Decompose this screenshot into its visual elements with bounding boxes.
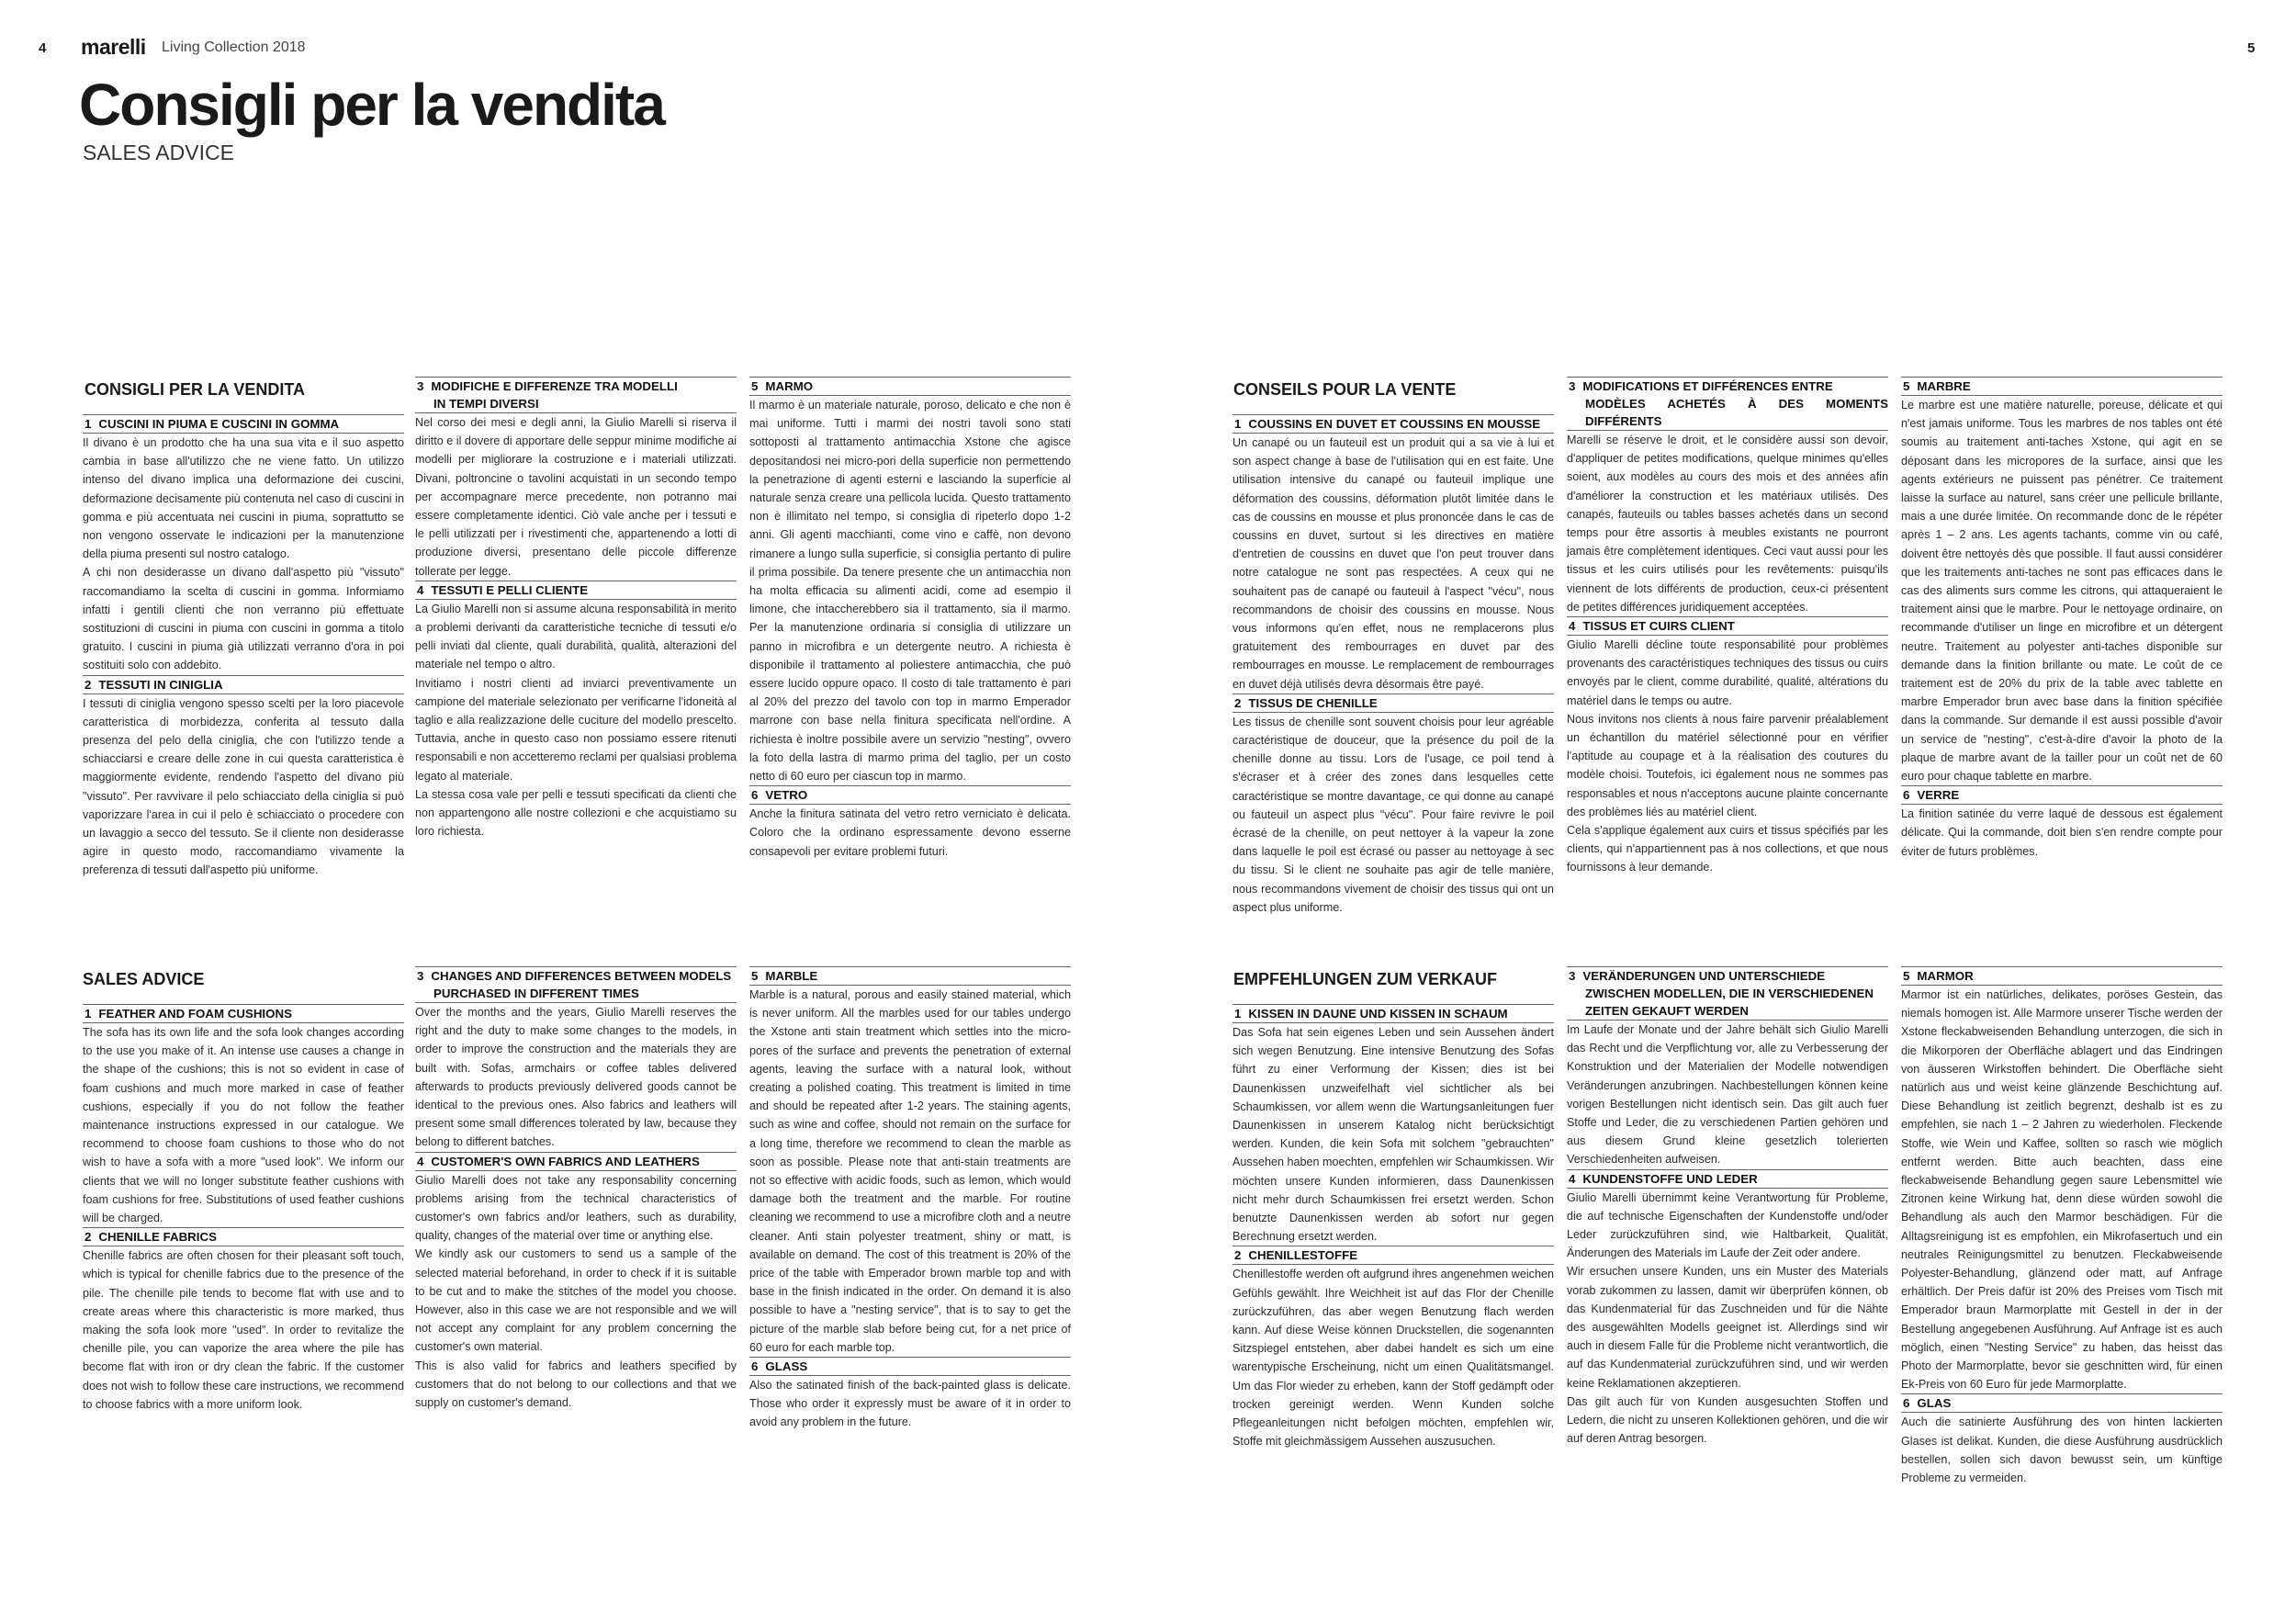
it-paragraph: Invitiamo i nostri clienti ad inviarci preventivamente un campione del materiale selezionato per verificarne l'idoneità al taglio e alla realizzazione delle cuciture del modello prescelto. Tuttavia, anche in questo caso non possiamo essere ritenuti responsabili e non accetteremo reclami per qualsiasi problema legato al materiale. — [415, 676, 737, 783]
it-paragraph: La stessa cosa vale per pelli e tessuti specificati da clienti che non appartengono alle nostre collezioni e che acquistiamo su loro richiesta. — [415, 787, 737, 839]
de-heading-4: 4 KUNDENSTOFFE UND LEDER — [1567, 1169, 1888, 1189]
it-column-2 — [415, 377, 737, 840]
section-title-de: EMPFEHLUNGEN ZUM VERKAUF — [1233, 970, 1497, 988]
fr-paragraph: Le marbre est une matière naturelle, poreuse, délicate et qui n'est jamais uniforme. Tous les marbres de nos tables ont été soumis au traitement anti-taches Xstone, qui agit en se déposant dans les micropores de la surface, ainsi que les agents extérieurs ne puissent pas pénétrer. Ce traitement laisse la surface au naturel, sans créer une pellicule brillante, mais a une durée limitée. On recommande donc de le répéter après 1 – 2 ans. Les agents tachants, comme vin ou café, doivent être nettoyés dès que possible. Il faut aussi considérer que les traitements anti-taches ne sont pas efficaces dans le cas des aliments surs comme les citrons, qui attaqueraient le traitement ainsi que le marbre. Pour le nettoyage ordinaire, on recommande d'utiliser un linge en microfibre et un détergent neutre. Traitement au polyester anti-taches disponible sur demande dans la finition brillante ou mate. Le coût de ce traitement est de 20% du prix de la table avec tablette en marbre Emperador brun avec base dans la finition spécifiée dans la commande. Sur demande il est aussi possible d'avoir un service de "nesting", c'est-à-dire d'avoir la photo de la plaque de marbre avant de la tailler pour un coût net de 60 euro pour chaque tablette en marbre. — [1901, 399, 2223, 784]
it-paragraph: Il marmo è un materiale naturale, poroso, delicato e che non è mai uniforme. Tutti i marmi dei nostri tavoli sono stati sottoposti al trattamento antimacchia Xstone che agisce depositandosi nei micro-pori della superficie non permettendo la penetrazione di agenti esterni e lasciando la superficie al naturale senza creare una pellicola lucida. Questo trattamento non è illimitato nel tempo, si consiglia di ripeterlo dopo 1-2 anni. Gli agenti macchianti, come vino e caffè, non devono rimanere a lungo sulla superficie, si consiglia pertanto di pulire il prima possibile. Da tenere presente che un antimacchia non ha molta efficacia su alimenti acidi, come ad esempio il limone, che intaccherebbero sia il trattamento, sia il marmo. Per la manutenzione ordinaria si consiglia di utilizzare un panno in microfibra e un detergente neutro. A richiesta è disponibile il trattamento al poliestere antimacchia, che può essere lucido oppure opaco. Il costo di tale trattamento è pari al 20% del prezzo del tavolo con top in marmo Emperador marrone con base nella finitura specificata nell'ordine. A richiesta è inoltre possibile avere un servizio "nesting", ovvero la foto della lastra di marmo prima del taglio, per un costo netto di 60 euro per ciascun top in marmo. — [749, 399, 1071, 784]
de-paragraph: Das gilt auch für von Kunden ausgesuchten Stoffen und Ledern, die nicht zu unseren Kollektionen gehören, und die wir auf deren Antrag besorgen. — [1567, 1394, 1888, 1446]
fr-heading-4: 4 TISSUS ET CUIRS CLIENT — [1567, 616, 1888, 636]
de-heading-5: 5 MARMOR — [1901, 966, 2223, 986]
page-subtitle: SALES ADVICE — [83, 141, 234, 164]
en-paragraph: Chenille fabrics are often chosen for their pleasant soft touch, which is typical for chenille fabrics due to the presence of the pile. The chenille pile tends to become flat with use and to create areas where this characteristic is more marked, thus making the sofa look more "used". In order to revitalize the chenille pile, you can vaporize the area where the pile has become flat with iron or dry clean the fabric. If the customer does not wish to follow these care instructions, we recommend to choose fabrics with a more uniform look. — [83, 1249, 404, 1411]
de-column-2 — [1567, 966, 1888, 1448]
de-heading-2: 2 CHENILLESTOFFE — [1232, 1246, 1554, 1265]
it-paragraph: A chi non desiderasse un divano dall'aspetto più "vissuto" raccomandiamo la scelta di cuscini in gomma. Informiamo infatti i gentili clienti che non verranno più effettuate sostituzioni di cuscini in piuma con cuscini in gomma a titolo gratuito. I cuscini in piuma già utilizzati verranno d'ora in poi sostituiti solo con addebito. — [83, 566, 404, 672]
de-paragraph: Marmor ist ein natürliches, delikates, poröses Gestein, das niemals homogen ist. Alle Marmore unserer Tische werden der Xstone fleckabweisenden Behandlung unterzogen, die sich in die Mikorporen der Oberfläche ablagert und das Eindringen von äusseren Wirkstoffen behindert. Die Oberfläche sieht natürlich aus und weist keine glänzende Beschichtung auf. Diese Behandlung ist zeitlich begrenzt, deshalb ist es zu empfehlen, sie nach 1 – 2 Jahren zu wiederholen. Fleckende Stoffe, wie Wein und Kaffee, sollten so rasch wie möglich entfernt werden. Bitte auch beachten, dass eine fleckabweisende Behandlung gegen saure Lebensmittel wie Zitronen keine Wirkung hat, denn diese würden sowohl die Behandlung als auch den Marmor beschädigen. Für die Alltagsreinigung ist es empfohlen, ein Mikrofasertuch und ein neutrales Reinigungsmittel zu benutzen. Fleckabweisende Polyester-Behandlung, glänzend oder matt, auf Anfrage erhältlich. Der Preis dafür ist 20% des Preises vom Tisch mit Emperador braun Marmorplatte mit Gestell in der in der Bestellung angegebenen Ausführung. Auf Anfrage ist es auch möglich, einen "Nesting Service" zu haben, das heisst das Photo der Marmorplatte, bevor sie geschnitten wird, für einen Ek-Preis von 60 Euro für jede Marmorplatte. — [1901, 988, 2223, 1392]
de-heading-3: 3 VERÄNDERUNGEN UND UNTERSCHIEDE ZWISCHEN MODELLEN, DIE IN VERSCHIEDENEN ZEITEN GEKAUFT WERDEN — [1567, 966, 1888, 1021]
it-heading-6: 6 VETRO — [749, 785, 1071, 805]
fr-heading-2: 2 TISSUS DE CHENILLE — [1232, 694, 1554, 713]
it-paragraph: Anche la finitura satinata del vetro retro verniciato è delicata. Coloro che la ordinano espressamente devono esserne consapevoli per evitare problemi futuri. — [749, 807, 1071, 858]
it-heading-3: 3 MODIFICHE E DIFFERENZE TRA MODELLI IN TEMPI DIVERSI — [415, 377, 737, 413]
it-paragraph: I tessuti di ciniglia vengono spesso scelti per la loro piacevole caratteristica di morbidezza, conferita al tessuto dalla presenza del pelo della ciniglia, che con l'utilizzo tende a schiacciarsi e creare delle zone in cui questa caratteristica è maggiormente evidente, rendendo l'aspetto del divano più "vissuto". Per ravvivare il pelo schiacciato della ciniglia si può vaporizzare l'area in cui il pelo è schiacciato o procedere con un lavaggio a secco del tessuto. Se il cliente non desiderasse agire in questo modo, raccomandiamo vivamente la preferenza di tessuti dall'aspetto più uniforme. — [83, 696, 404, 877]
en-heading-1: 1 FEATHER AND FOAM CUSHIONS — [83, 1004, 404, 1023]
fr-paragraph: Giulio Marelli décline toute responsabilité pour problèmes provenants des caractéristiques techniques des tissus ou cuirs envoyés par le client, comme durabilité, qualité, altérations du matériel dans le temps ou autre. — [1567, 638, 1888, 707]
en-paragraph: The sofa has its own life and the sofa look changes according to the use you make of it. An intense use causes a change in the shape of the cushions; this is not so evident in case of foam cushions and much more marked in case of feather cushions, especially if you do not follow the feather maintenance instructions expressed in our catalogue. We recommend to choose foam cushions to those who do not wish to have a sofa with a more "used look". We inform our clients that we will no longer substitute feather cushions with foam cushions for free. Substitutions of used feather cushions will be charged. — [83, 1026, 404, 1225]
it-paragraph: Il divano è un prodotto che ha una sua vita e il suo aspetto cambia in base all'utilizzo che ne viene fatto. Un utilizzo intenso del divano implica una deformazione dei cuscini, deformazione decisamente più contenuta nel caso di cuscini in gomma e più accentuata nei cuscini in piuma, soprattutto se non vengono osservate le indicazioni per la manutenzione della piuma presenti sul nostro catalogo. — [83, 436, 404, 561]
en-column-2 — [415, 966, 737, 1412]
fr-heading-5: 5 MARBRE — [1901, 377, 2223, 396]
fr-heading-3: 3 MODIFICATIONS ET DIFFÉRENCES ENTRE MODÈLES ACHETÉS À DES MOMENTS DIFFÉRENTS — [1567, 377, 1888, 431]
en-paragraph: We kindly ask our customers to send us a sample of the selected material beforehand, in order to check if it is suitable to be cut and to make the stitches of the model you choose. However, also in this case we are not responsible and we will not accept any complaint for any problem concerning the customer's own material. — [415, 1247, 737, 1354]
section-title-fr: CONSEILS POUR LA VENTE — [1233, 380, 1457, 399]
page-number-left: 4 — [39, 40, 47, 56]
de-paragraph: Chenillestoffe werden oft aufgrund ihres angenehmen weichen Gefühls gewählt. Ihre Weichheit ist auf das Flor der Chenille zurückzuführen, das aber wegen Benutzung flach werden kann. Auf diese Weise können Druckstellen, die sogenannten Sitzspiegel entstehen, aber dabei handelt es sich um eine warentypische Erscheinung, nicht um einen Qualitätsmangel. Um das Flor wieder zu erheben, kann der Stoff gedämpft oder trocken gereinigt werden. Wenn Kunden solche Pflegeanleitungen nicht befolgen möchten, empfehlen wir, Stoffe mit gleichmässigem Aussehen auszusuchen. — [1232, 1268, 1554, 1449]
en-heading-2: 2 CHENILLE FABRICS — [83, 1227, 404, 1246]
fr-paragraph: Marelli se réserve le droit, et le considère aussi son devoir, d'appliquer de petites modifications, quelque minimes qu'elles soient, aux modèles au cours des mois et des années afin d'améliorer la construction et les matériaux utilisés. Des canapés, fauteuils ou tables basses achetés dans un second temps pour être assortis à meubles existants ne pourront jamais être complètement identiques. Ceci vaut aussi pour les tissus et les cuirs utilisés pour les revêtements: puisqu'ils viennent de lots différents de production, ceux-ci présentent de petites différences juridiquement acceptées. — [1567, 434, 1888, 614]
it-paragraph: Nel corso dei mesi e degli anni, la Giulio Marelli si riserva il diritto e il dovere di apportare delle seppur minime modifiche ai modelli per migliorare la costruzione e i materiali utilizzati. Divani, poltroncine o tavolini acquistati in un secondo tempo per accompagnare merce precedente, non potranno mai essere completamente identici. Ciò vale anche per i tessuti e le pelli utilizzati per i rivestimenti che, appartenendo a lotti di produzione diversi, presentano delle piccole differenze tollerate per legge. — [415, 416, 737, 578]
de-paragraph: Auch die satinierte Ausführung des von hinten lackierten Glases ist delikat. Kunden, die diese Ausführung ausdrücklich bestellen, sollen sich davon bewusst sein, um künftige Probleme zu vermeiden. — [1901, 1415, 2223, 1485]
fr-paragraph: Nous invitons nos clients à nous faire parvenir préalablement un échantillon du matériel sélectionné pour en vérifier l'aptitude au coupage et à la réalisation des coutures du modèle choisi. Toutefois, ici également nous ne sommes pas responsables et nous n'acceptons aucune plainte concernante des problèmes liés au matériel client. — [1567, 712, 1888, 818]
brand-logo: marelli — [81, 35, 146, 59]
fr-heading-1: 1 COUSSINS EN DUVET ET COUSSINS EN MOUSSE — [1232, 414, 1554, 434]
fr-paragraph: Un canapé ou un fauteuil est un produit qui a sa vie à lui et son aspect change à base de l'utilisation qui en est faite. Une utilisation intensive du canapé ou fauteuil implique une déformation des coussins, déformation plutôt limitée dans le cas de coussins en mousse et plus prononcée dans le cas de coussins en duvet, surtout si les directives en matière d'entretien de coussins en duvet que l'on peut trouver dans notre catalogue ne sont pas respectées. A ceux qui ne souhaitent pas de canapé ou fauteuil à l'aspect "vécu", nous recommandons de choisir des coussins en mousse. Nous vous informons qu'en effet, nous ne remplacerons plus gratuitement des rembourrages en duvet par des rembourrages en mousse. Le remplacement de rembourrages en duvet déjà utilisés devra désormais être payé. — [1232, 436, 1554, 691]
en-heading-4: 4 CUSTOMER'S OWN FABRICS AND LEATHERS — [415, 1152, 737, 1171]
page-number-right: 5 — [2247, 40, 2256, 56]
de-column-3 — [1901, 966, 2223, 1487]
fr-heading-6: 6 VERRE — [1901, 785, 2223, 805]
page-title: Consigli per la vendita — [79, 72, 664, 138]
en-paragraph: Also the satinated finish of the back-painted glass is delicate. Those who order it expressly must be aware of it in order to avoid any problem in the future. — [749, 1379, 1071, 1429]
fr-column-1 — [1232, 414, 1554, 917]
en-column-3 — [749, 966, 1071, 1432]
de-paragraph: Das Sofa hat sein eigenes Leben und sein Aussehen ändert sich wegen Benutzung. Eine intensive Benutzung des Sofas führt zu einer Verformung der Kissen; dies ist bei Daunenkissen unzweifelhaft viel sichtlicher als bei Schaumkissen, vor allem wenn die Wartungsanleitungen fuer Daunenkissen in unserem Katalog nicht berücksichtigt werden. Kunden, die kein Sofa mit solchem "gebrauchten" Aussehen haben moechten, empfehlen wir Schaumkissen. Wir möchten unsere Kunden informieren, dass Daunenkissen nicht mehr durch Schaumkissen frei ersetzt werden. Schon benutzte Daunenkissen werden ab sofort nur gegen Berechnung ersetzt werden. — [1232, 1026, 1555, 1244]
it-paragraph: La Giulio Marelli non si assume alcuna responsabilità in merito a problemi derivanti da caratteristiche tecniche di tessuti e/o pelli inviati dal cliente, quali durabilità, qualità, alterazioni del materiale nel tempo o altro. — [415, 602, 737, 671]
it-heading-5: 5 MARMO — [749, 377, 1071, 396]
it-heading-1: 1 CUSCINI IN PIUMA E CUSCINI IN GOMMA — [83, 414, 404, 434]
it-column-3 — [749, 377, 1071, 861]
en-heading-6: 6 GLASS — [749, 1357, 1071, 1376]
en-heading-5: 5 MARBLE — [749, 966, 1071, 986]
en-paragraph: This is also valid for fabrics and leathers specified by customers that do not belong to our collections and that we supply on customer's demand. — [415, 1359, 737, 1410]
en-paragraph: Over the months and the years, Giulio Marelli reserves the right and the duty to make some changes to the models, in order to improve the construction and the materials they are built with. Sofas, armchairs or coffee tables delivered afterwards to products previously delivered goods cannot be identical to the previous ones. Also fabrics and leathers will present some small differences tolerated by law, because they belong to different batches. — [415, 1006, 737, 1149]
section-title-it: CONSIGLI PER LA VENDITA — [84, 380, 306, 399]
it-heading-4: 4 TESSUTI E PELLI CLIENTE — [415, 581, 737, 600]
en-paragraph: Marble is a natural, porous and easily stained material, which is never uniform. All the marbles used for our tables undergo the Xstone anti stain treatment which settles into the micro-pores of the surface and prevents the penetration of external agents, leaving the surface with a natural look, without creating a polished coating. This treatment is limited in time and should be repeated after 1-2 years. The staining agents, such as wine and coffee, should not remain on the surface for a long time, therefore we recommend to clean the marble as soon as possible. Please note that anti-stain treatments are not so effective with acidic foods, such as lemon, which would damage both the treatment and the marble. For routine cleaning we recommend to use a microfibre cloth and a neutre cleaner. Anti stain polyester treatment, shiny or matt, is available on demand. The cost of this treatment is 20% of the price of the table with Emperador brown marble top and with base in the finish indicated in the order. On demand it is also possible to have a "nesting service", that is to say to get the picture of the marble slab before being cut, for a net price of 60 euro for each marble top. — [749, 988, 1071, 1354]
de-heading-6: 6 GLAS — [1901, 1393, 2223, 1413]
de-paragraph: Giulio Marelli übernimmt keine Verantwortung für Probleme, die auf technische Eigenschaften der Kundenstoffe und/oder Leder zurückzuführen sind, wie Haltbarkeit, Qualität, Änderungen des Materials im Laufe der Zeit oder andere. — [1567, 1190, 1888, 1260]
it-column-1 — [83, 414, 404, 880]
en-column-1 — [83, 1004, 404, 1414]
de-heading-1: 1 KISSEN IN DAUNE UND KISSEN IN SCHAUM — [1232, 1004, 1554, 1023]
fr-column-2 — [1567, 377, 1888, 877]
en-heading-3: 3 CHANGES AND DIFFERENCES BETWEEN MODELS PURCHASED IN DIFFERENT TIMES — [415, 966, 737, 1003]
de-paragraph: Wir ersuchen unsere Kunden, uns ein Muster des Materials vorab zukommen zu lassen, damit wir überprüfen können, ob das Kundenmaterial für das Zuschneiden und für die Nähte des ausgewählten Modells geeignet ist. Allerdings sind wir auch in diesem Falle für die Probleme nicht verantwortlich, die auf das Kundenmaterial zurückzuführen sind, und wir werden keine Reklamationen akzeptieren. — [1567, 1265, 1888, 1390]
de-column-1 — [1232, 1004, 1554, 1450]
fr-column-3 — [1901, 377, 2223, 861]
section-title-en: SALES ADVICE — [83, 970, 205, 988]
it-heading-2: 2 TESSUTI IN CINIGLIA — [83, 675, 404, 694]
en-paragraph: Giulio Marelli does not take any responsability concerning problems arising from the technical characteristics of customer's own fabrics and/or leathers, such as durability, quality, changes of the material over time or anything else. — [415, 1173, 737, 1243]
de-paragraph: Im Laufe der Monate und der Jahre behält sich Giulio Marelli das Recht und die Verpflichtung vor, alle zu Verbesserung der Konstruktion und der Materialien der Modelle notwendigen Veränderungen anzubringen. Nachbestellungen können keine vorigen Bestellungen nicht identisch sein. Das gilt auch fuer Stoffe und Leder, die zu verschiedenen Partien gehören und aus diesem Grund kleine gesetzlich tolerierten Verschiedenheiten aufweisen. — [1567, 1023, 1888, 1167]
collection-label: Living Collection 2018 — [162, 39, 306, 55]
fr-paragraph: Les tissus de chenille sont souvent choisis pour leur agréable caractéristique de douceur, que la présence du poil de la chenille donne au tissu. Lors de l'usage, ce poil tend à s'écraser et à créer des zones dans lesquelles cette caractéristique se montre davantage, ce qui donne au canapé ou fauteuil un aspect plus "vécu". Pour faire revivre le poil écrasé de la chenille, on peut nettoyer à la vapeur la zone dans laquelle le poil est écrasé ou passer au nettoyage à sec du tissu. Si le client ne souhaite pas agir de telle manière, nous recommandons vivement de choisir des tissus qui ont un aspect plus uniforme. — [1232, 715, 1554, 914]
fr-paragraph: Cela s'applique également aux cuirs et tissus spécifiés par les clients, qui n'appartiennent pas à nos collections, et que nous fournissons à leur demande. — [1567, 824, 1888, 874]
fr-paragraph: La finition satinée du verre laqué de dessous est également délicate. Qui la commande, doit bien s'en rendre compte pour éviter de futurs problèmes. — [1901, 807, 2223, 858]
